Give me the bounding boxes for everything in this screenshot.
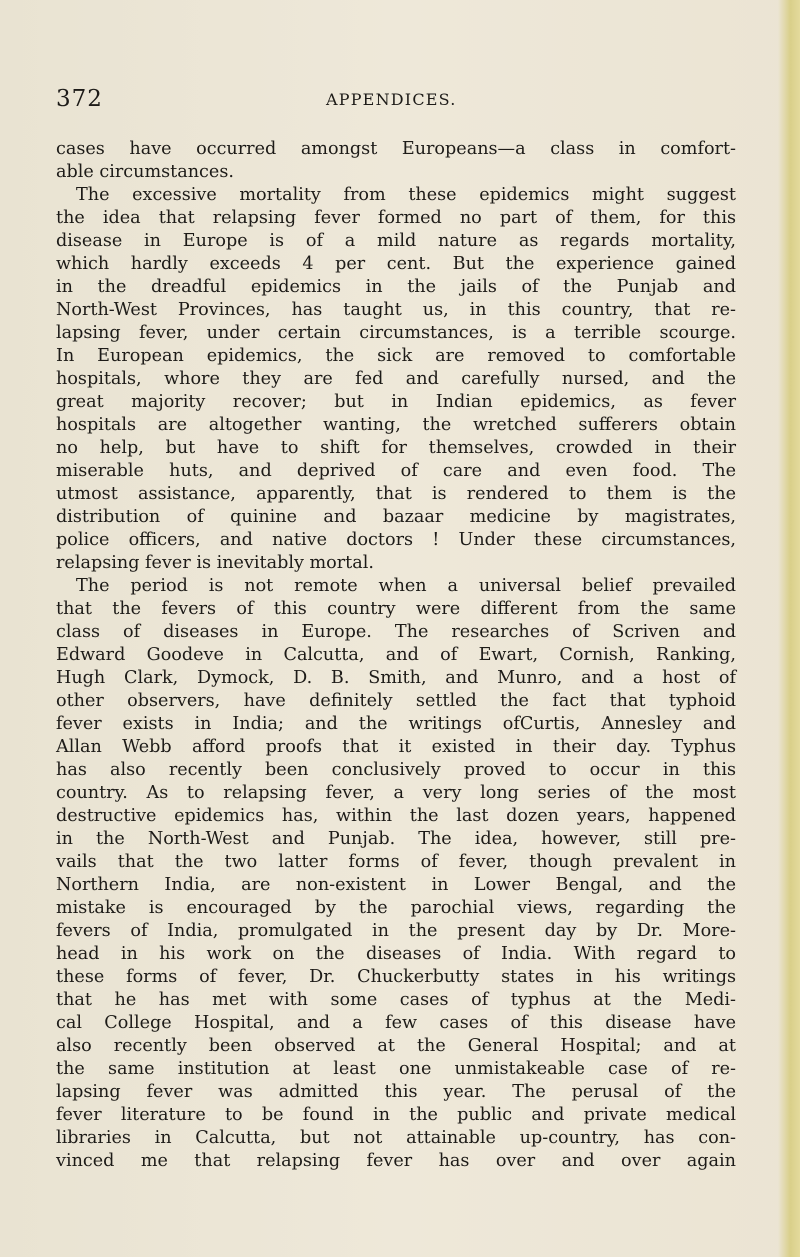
text-line: destructive epidemics has, within the last dozen years, happened — [56, 806, 736, 826]
text-line: in the North-West and Punjab. The idea, however, still pre- — [56, 829, 736, 849]
text-line: cal College Hospital, and a few cases of this disease have — [56, 1013, 736, 1033]
text-line: Northern India, are non-existent in Lower Bengal, and the — [56, 875, 736, 895]
text-line: in the dreadful epidemics in the jails of the Punjab and — [56, 277, 736, 297]
text-line: that he has met with some cases of typhus at the Medi- — [56, 990, 736, 1010]
text-line: head in his work on the diseases of India. With regard to — [56, 944, 736, 964]
text-line: In European epidemics, the sick are removed to comfortable — [56, 346, 736, 366]
text-line: the same institution at least one unmistakeable case of re- — [56, 1059, 736, 1079]
text-line: that the fevers of this country were different from the same — [56, 599, 736, 619]
text-line: The period is not remote when a universal belief prevailed — [76, 576, 736, 596]
text-line: able circumstances. — [56, 162, 234, 182]
text-line: no help, but have to shift for themselves, crowded in their — [56, 438, 736, 458]
text-line: great majority recover; but in Indian epidemics, as fever — [56, 392, 736, 412]
text-line: Allan Webb afford proofs that it existed in their day. Typhus — [56, 737, 736, 757]
text-line: fevers of India, promulgated in the present day by Dr. More- — [56, 921, 736, 941]
text-line: these forms of fever, Dr. Chuckerbutty states in his writings — [56, 967, 736, 987]
text-line: mistake is encouraged by the parochial views, regarding the — [56, 898, 736, 918]
text-line: relapsing fever is inevitably mortal. — [56, 553, 374, 573]
page-number: 372 — [56, 86, 103, 112]
text-line: cases have occurred amongst Europeans—a class in comfort- — [56, 139, 736, 159]
running-head: APPENDICES. — [326, 90, 457, 109]
text-line: hospitals are altogether wanting, the wretched sufferers obtain — [56, 415, 736, 435]
text-line: lapsing fever, under certain circumstances, is a terrible scourge. — [56, 323, 736, 343]
body-text — [56, 138, 736, 1173]
text-line: country. As to relapsing fever, a very long series of the most — [56, 783, 736, 803]
text-line: the idea that relapsing fever formed no part of them, for this — [56, 208, 736, 228]
text-line: which hardly exceeds 4 per cent. But the experience gained — [56, 254, 736, 274]
text-line: fever literature to be found in the public and private medical — [56, 1105, 736, 1125]
text-line: vinced me that relapsing fever has over and over again — [56, 1151, 736, 1171]
text-line: distribution of quinine and bazaar medicine by magistrates, — [56, 507, 736, 527]
text-line: disease in Europe is of a mild nature as regards mortality, — [56, 231, 736, 251]
text-line: North-West Provinces, has taught us, in this country, that re- — [56, 300, 736, 320]
text-line: libraries in Calcutta, but not attainable up-country, has con- — [56, 1128, 736, 1148]
text-line: also recently been observed at the General Hospital; and at — [56, 1036, 736, 1056]
text-line: hospitals, whore they are fed and carefully nursed, and the — [56, 369, 736, 389]
text-line: lapsing fever was admitted this year. The perusal of the — [56, 1082, 736, 1102]
text-line: miserable huts, and deprived of care and even food. The — [56, 461, 736, 481]
page-edge-stain — [778, 0, 800, 1257]
text-line: class of diseases in Europe. The researches of Scriven and — [56, 622, 736, 642]
text-line: fever exists in India; and the writings ofCurtis, Annesley and — [56, 714, 736, 734]
text-line: Edward Goodeve in Calcutta, and of Ewart, Cornish, Ranking, — [56, 645, 736, 665]
text-line: Hugh Clark, Dymock, D. B. Smith, and Munro, and a host of — [56, 668, 736, 688]
text-line: has also recently been conclusively proved to occur in this — [56, 760, 736, 780]
text-line: utmost assistance, apparently, that is rendered to them is the — [56, 484, 736, 504]
page-header — [56, 86, 736, 116]
text-line: other observers, have definitely settled the fact that typhoid — [56, 691, 736, 711]
text-line: police officers, and native doctors ! Under these circumstances, — [56, 530, 736, 550]
text-line: vails that the two latter forms of fever, though prevalent in — [56, 852, 736, 872]
text-line: The excessive mortality from these epidemics might suggest — [76, 185, 736, 205]
